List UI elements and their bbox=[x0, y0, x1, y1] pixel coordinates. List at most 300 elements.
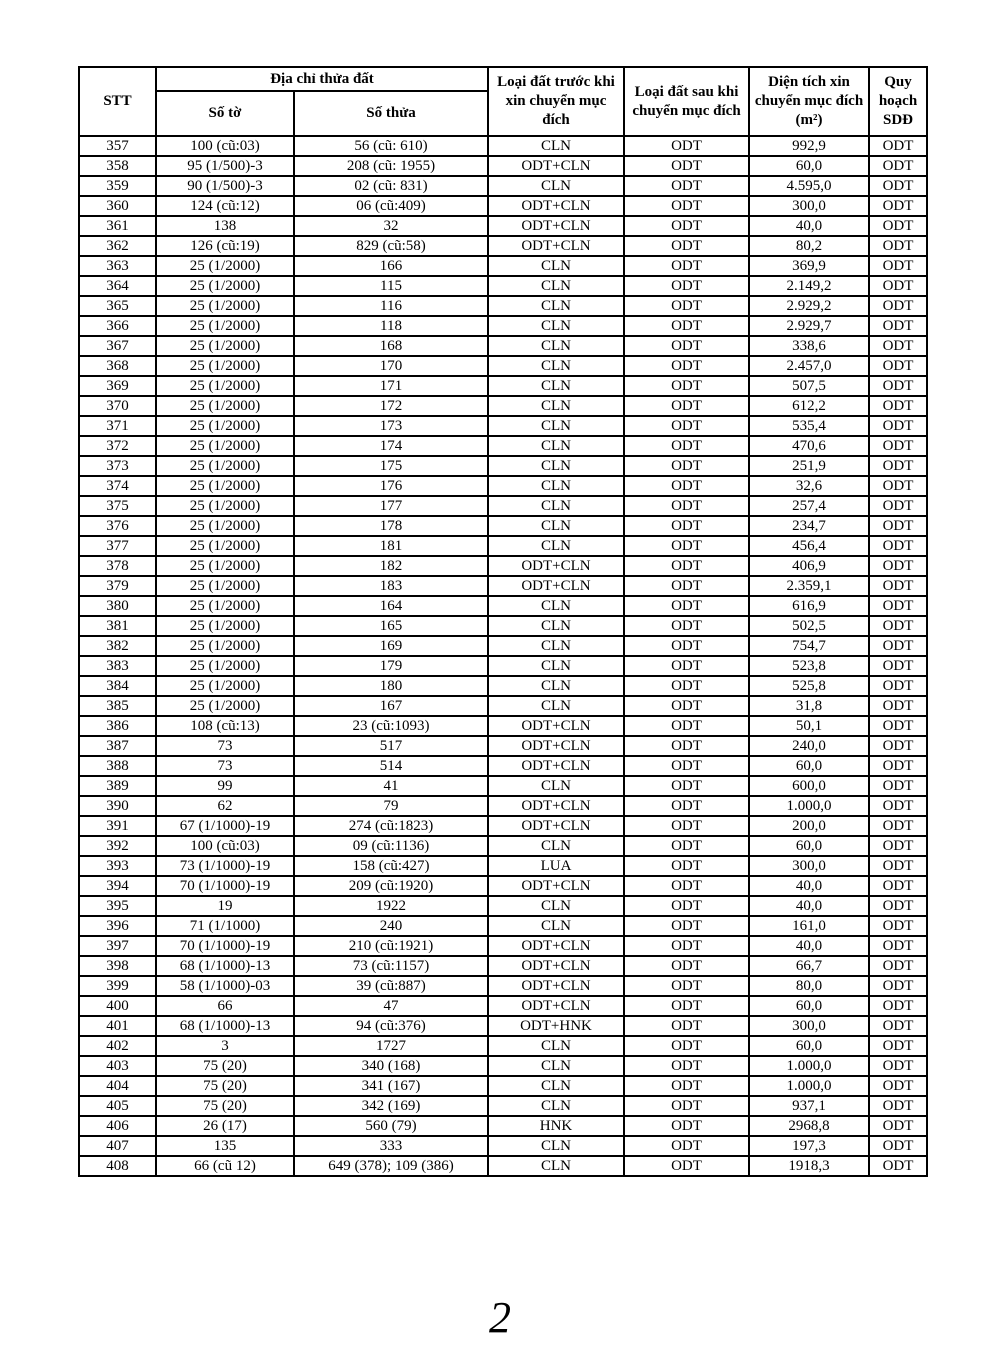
header-area: Diện tích xin chuyển mục đích (m²) bbox=[749, 67, 869, 136]
land-after-cell: ODT bbox=[624, 1096, 749, 1116]
land-before-cell: CLN bbox=[488, 596, 624, 616]
land-conversion-table bbox=[78, 66, 928, 1177]
stt-cell: 382 bbox=[79, 636, 156, 656]
so-to-cell: 25 (1/2000) bbox=[156, 596, 294, 616]
stt-cell: 372 bbox=[79, 436, 156, 456]
quy-hoach-cell: ODT bbox=[869, 156, 927, 176]
quy-hoach-cell: ODT bbox=[869, 336, 927, 356]
stt-cell: 404 bbox=[79, 1076, 156, 1096]
area-cell: 535,4 bbox=[749, 416, 869, 436]
quy-hoach-cell: ODT bbox=[869, 856, 927, 876]
land-before-cell: ODT+CLN bbox=[488, 936, 624, 956]
stt-cell: 408 bbox=[79, 1156, 156, 1176]
land-after-cell: ODT bbox=[624, 436, 749, 456]
stt-cell: 379 bbox=[79, 576, 156, 596]
area-cell: 31,8 bbox=[749, 696, 869, 716]
so-to-cell: 3 bbox=[156, 1036, 294, 1056]
so-to-cell: 25 (1/2000) bbox=[156, 476, 294, 496]
area-cell: 66,7 bbox=[749, 956, 869, 976]
so-to-cell: 71 (1/1000) bbox=[156, 916, 294, 936]
table-row bbox=[79, 136, 927, 156]
stt-cell: 407 bbox=[79, 1136, 156, 1156]
quy-hoach-cell: ODT bbox=[869, 496, 927, 516]
table-row bbox=[79, 1076, 927, 1096]
land-after-cell: ODT bbox=[624, 236, 749, 256]
so-to-cell: 25 (1/2000) bbox=[156, 336, 294, 356]
table-row bbox=[79, 956, 927, 976]
stt-cell: 361 bbox=[79, 216, 156, 236]
area-cell: 50,1 bbox=[749, 716, 869, 736]
table-row bbox=[79, 596, 927, 616]
so-thua-cell: 23 (cũ:1093) bbox=[294, 716, 488, 736]
land-before-cell: CLN bbox=[488, 316, 624, 336]
table-row bbox=[79, 216, 927, 236]
table-row bbox=[79, 736, 927, 756]
so-thua-cell: 829 (cũ:58) bbox=[294, 236, 488, 256]
so-to-cell: 25 (1/2000) bbox=[156, 256, 294, 276]
so-thua-cell: 333 bbox=[294, 1136, 488, 1156]
land-after-cell: ODT bbox=[624, 796, 749, 816]
so-to-cell: 58 (1/1000)-03 bbox=[156, 976, 294, 996]
so-to-cell: 66 bbox=[156, 996, 294, 1016]
land-after-cell: ODT bbox=[624, 1016, 749, 1036]
so-to-cell: 73 (1/1000)-19 bbox=[156, 856, 294, 876]
so-thua-cell: 182 bbox=[294, 556, 488, 576]
so-thua-cell: 1727 bbox=[294, 1036, 488, 1056]
table-row bbox=[79, 796, 927, 816]
table-row bbox=[79, 316, 927, 336]
area-cell: 754,7 bbox=[749, 636, 869, 656]
so-thua-cell: 180 bbox=[294, 676, 488, 696]
land-before-cell: CLN bbox=[488, 1076, 624, 1096]
area-cell: 40,0 bbox=[749, 936, 869, 956]
area-cell: 40,0 bbox=[749, 896, 869, 916]
so-to-cell: 25 (1/2000) bbox=[156, 356, 294, 376]
so-to-cell: 25 (1/2000) bbox=[156, 296, 294, 316]
table-row bbox=[79, 976, 927, 996]
so-to-cell: 25 (1/2000) bbox=[156, 516, 294, 536]
stt-cell: 357 bbox=[79, 136, 156, 156]
land-after-cell: ODT bbox=[624, 1156, 749, 1176]
area-cell: 2.929,2 bbox=[749, 296, 869, 316]
land-before-cell: CLN bbox=[488, 696, 624, 716]
land-after-cell: ODT bbox=[624, 256, 749, 276]
so-thua-cell: 118 bbox=[294, 316, 488, 336]
so-thua-cell: 170 bbox=[294, 356, 488, 376]
stt-cell: 375 bbox=[79, 496, 156, 516]
land-before-cell: CLN bbox=[488, 1036, 624, 1056]
so-to-cell: 25 (1/2000) bbox=[156, 316, 294, 336]
stt-cell: 371 bbox=[79, 416, 156, 436]
stt-cell: 367 bbox=[79, 336, 156, 356]
land-after-cell: ODT bbox=[624, 216, 749, 236]
land-before-cell: CLN bbox=[488, 916, 624, 936]
land-after-cell: ODT bbox=[624, 316, 749, 336]
area-cell: 1918,3 bbox=[749, 1156, 869, 1176]
table-row bbox=[79, 636, 927, 656]
land-after-cell: ODT bbox=[624, 156, 749, 176]
area-cell: 507,5 bbox=[749, 376, 869, 396]
so-thua-cell: 175 bbox=[294, 456, 488, 476]
area-cell: 369,9 bbox=[749, 256, 869, 276]
land-before-cell: ODT+CLN bbox=[488, 976, 624, 996]
land-after-cell: ODT bbox=[624, 576, 749, 596]
land-before-cell: ODT+CLN bbox=[488, 796, 624, 816]
area-cell: 32,6 bbox=[749, 476, 869, 496]
stt-cell: 388 bbox=[79, 756, 156, 776]
table-row bbox=[79, 236, 927, 256]
land-after-cell: ODT bbox=[624, 296, 749, 316]
quy-hoach-cell: ODT bbox=[869, 996, 927, 1016]
land-after-cell: ODT bbox=[624, 776, 749, 796]
area-cell: 600,0 bbox=[749, 776, 869, 796]
table-row bbox=[79, 896, 927, 916]
stt-cell: 402 bbox=[79, 1036, 156, 1056]
table-row bbox=[79, 556, 927, 576]
quy-hoach-cell: ODT bbox=[869, 756, 927, 776]
so-thua-cell: 167 bbox=[294, 696, 488, 716]
so-thua-cell: 208 (cũ: 1955) bbox=[294, 156, 488, 176]
table-row bbox=[79, 276, 927, 296]
land-before-cell: ODT+HNK bbox=[488, 1016, 624, 1036]
stt-cell: 363 bbox=[79, 256, 156, 276]
so-to-cell: 25 (1/2000) bbox=[156, 376, 294, 396]
so-thua-cell: 41 bbox=[294, 776, 488, 796]
quy-hoach-cell: ODT bbox=[869, 816, 927, 836]
land-before-cell: CLN bbox=[488, 376, 624, 396]
land-before-cell: CLN bbox=[488, 396, 624, 416]
area-cell: 616,9 bbox=[749, 596, 869, 616]
area-cell: 40,0 bbox=[749, 876, 869, 896]
so-thua-cell: 73 (cũ:1157) bbox=[294, 956, 488, 976]
so-thua-cell: 173 bbox=[294, 416, 488, 436]
table-row bbox=[79, 656, 927, 676]
quy-hoach-cell: ODT bbox=[869, 1136, 927, 1156]
table-row bbox=[79, 696, 927, 716]
area-cell: 161,0 bbox=[749, 916, 869, 936]
area-cell: 197,3 bbox=[749, 1136, 869, 1156]
land-after-cell: ODT bbox=[624, 556, 749, 576]
land-after-cell: ODT bbox=[624, 936, 749, 956]
stt-cell: 393 bbox=[79, 856, 156, 876]
land-before-cell: HNK bbox=[488, 1116, 624, 1136]
area-cell: 60,0 bbox=[749, 1036, 869, 1056]
quy-hoach-cell: ODT bbox=[869, 576, 927, 596]
quy-hoach-cell: ODT bbox=[869, 796, 927, 816]
table-row bbox=[79, 356, 927, 376]
land-after-cell: ODT bbox=[624, 1036, 749, 1056]
land-after-cell: ODT bbox=[624, 1136, 749, 1156]
area-cell: 338,6 bbox=[749, 336, 869, 356]
so-to-cell: 90 (1/500)-3 bbox=[156, 176, 294, 196]
land-before-cell: CLN bbox=[488, 1156, 624, 1176]
so-to-cell: 25 (1/2000) bbox=[156, 416, 294, 436]
so-thua-cell: 47 bbox=[294, 996, 488, 1016]
quy-hoach-cell: ODT bbox=[869, 476, 927, 496]
quy-hoach-cell: ODT bbox=[869, 416, 927, 436]
land-before-cell: CLN bbox=[488, 176, 624, 196]
quy-hoach-cell: ODT bbox=[869, 536, 927, 556]
so-to-cell: 73 bbox=[156, 736, 294, 756]
stt-cell: 370 bbox=[79, 396, 156, 416]
table-row bbox=[79, 496, 927, 516]
so-to-cell: 25 (1/2000) bbox=[156, 556, 294, 576]
area-cell: 257,4 bbox=[749, 496, 869, 516]
stt-cell: 391 bbox=[79, 816, 156, 836]
land-after-cell: ODT bbox=[624, 476, 749, 496]
page-number: 2 bbox=[489, 1293, 511, 1342]
quy-hoach-cell: ODT bbox=[869, 256, 927, 276]
so-to-cell: 25 (1/2000) bbox=[156, 656, 294, 676]
area-cell: 1.000,0 bbox=[749, 1076, 869, 1096]
quy-hoach-cell: ODT bbox=[869, 216, 927, 236]
stt-cell: 405 bbox=[79, 1096, 156, 1116]
quy-hoach-cell: ODT bbox=[869, 836, 927, 856]
land-after-cell: ODT bbox=[624, 716, 749, 736]
land-before-cell: CLN bbox=[488, 436, 624, 456]
quy-hoach-cell: ODT bbox=[869, 1096, 927, 1116]
table-row bbox=[79, 396, 927, 416]
so-to-cell: 138 bbox=[156, 216, 294, 236]
land-before-cell: CLN bbox=[488, 676, 624, 696]
so-to-cell: 100 (cũ:03) bbox=[156, 136, 294, 156]
table-row bbox=[79, 456, 927, 476]
quy-hoach-cell: ODT bbox=[869, 976, 927, 996]
land-after-cell: ODT bbox=[624, 656, 749, 676]
land-before-cell: CLN bbox=[488, 1136, 624, 1156]
header-dia-chi: Địa chỉ thửa đất bbox=[156, 67, 488, 91]
area-cell: 60,0 bbox=[749, 996, 869, 1016]
quy-hoach-cell: ODT bbox=[869, 896, 927, 916]
land-after-cell: ODT bbox=[624, 1076, 749, 1096]
so-to-cell: 25 (1/2000) bbox=[156, 456, 294, 476]
land-before-cell: CLN bbox=[488, 836, 624, 856]
so-thua-cell: 32 bbox=[294, 216, 488, 236]
land-after-cell: ODT bbox=[624, 876, 749, 896]
table-row bbox=[79, 436, 927, 456]
so-thua-cell: 209 (cũ:1920) bbox=[294, 876, 488, 896]
land-after-cell: ODT bbox=[624, 736, 749, 756]
land-after-cell: ODT bbox=[624, 176, 749, 196]
land-after-cell: ODT bbox=[624, 1056, 749, 1076]
table-row bbox=[79, 516, 927, 536]
land-before-cell: CLN bbox=[488, 516, 624, 536]
so-to-cell: 70 (1/1000)-19 bbox=[156, 936, 294, 956]
land-before-cell: ODT+CLN bbox=[488, 236, 624, 256]
stt-cell: 366 bbox=[79, 316, 156, 336]
area-cell: 612,2 bbox=[749, 396, 869, 416]
so-thua-cell: 274 (cũ:1823) bbox=[294, 816, 488, 836]
table-row bbox=[79, 176, 927, 196]
area-cell: 300,0 bbox=[749, 856, 869, 876]
quy-hoach-cell: ODT bbox=[869, 1056, 927, 1076]
so-to-cell: 66 (cũ 12) bbox=[156, 1156, 294, 1176]
area-cell: 300,0 bbox=[749, 1016, 869, 1036]
quy-hoach-cell: ODT bbox=[869, 196, 927, 216]
quy-hoach-cell: ODT bbox=[869, 1076, 927, 1096]
so-thua-cell: 649 (378); 109 (386) bbox=[294, 1156, 488, 1176]
quy-hoach-cell: ODT bbox=[869, 736, 927, 756]
area-cell: 240,0 bbox=[749, 736, 869, 756]
so-to-cell: 108 (cũ:13) bbox=[156, 716, 294, 736]
land-after-cell: ODT bbox=[624, 276, 749, 296]
header-quy-hoach: Quy hoạch SDĐ bbox=[869, 67, 927, 136]
so-thua-cell: 171 bbox=[294, 376, 488, 396]
so-thua-cell: 165 bbox=[294, 616, 488, 636]
stt-cell: 390 bbox=[79, 796, 156, 816]
land-before-cell: ODT+CLN bbox=[488, 756, 624, 776]
so-thua-cell: 02 (cũ: 831) bbox=[294, 176, 488, 196]
so-thua-cell: 210 (cũ:1921) bbox=[294, 936, 488, 956]
area-cell: 1.000,0 bbox=[749, 796, 869, 816]
area-cell: 300,0 bbox=[749, 196, 869, 216]
stt-cell: 368 bbox=[79, 356, 156, 376]
table-row bbox=[79, 856, 927, 876]
header-so-to: Số tờ bbox=[156, 91, 294, 136]
area-cell: 456,4 bbox=[749, 536, 869, 556]
stt-cell: 365 bbox=[79, 296, 156, 316]
quy-hoach-cell: ODT bbox=[869, 516, 927, 536]
area-cell: 523,8 bbox=[749, 656, 869, 676]
header-so-thua: Số thửa bbox=[294, 91, 488, 136]
so-thua-cell: 172 bbox=[294, 396, 488, 416]
quy-hoach-cell: ODT bbox=[869, 616, 927, 636]
so-thua-cell: 560 (79) bbox=[294, 1116, 488, 1136]
land-before-cell: CLN bbox=[488, 536, 624, 556]
land-before-cell: ODT+CLN bbox=[488, 716, 624, 736]
stt-cell: 398 bbox=[79, 956, 156, 976]
land-after-cell: ODT bbox=[624, 196, 749, 216]
land-before-cell: ODT+CLN bbox=[488, 876, 624, 896]
table-row bbox=[79, 536, 927, 556]
so-to-cell: 25 (1/2000) bbox=[156, 396, 294, 416]
stt-cell: 387 bbox=[79, 736, 156, 756]
so-to-cell: 75 (20) bbox=[156, 1096, 294, 1116]
area-cell: 80,0 bbox=[749, 976, 869, 996]
so-thua-cell: 517 bbox=[294, 736, 488, 756]
so-thua-cell: 168 bbox=[294, 336, 488, 356]
table-row bbox=[79, 1036, 927, 1056]
so-thua-cell: 240 bbox=[294, 916, 488, 936]
table-row bbox=[79, 836, 927, 856]
so-to-cell: 26 (17) bbox=[156, 1116, 294, 1136]
area-cell: 470,6 bbox=[749, 436, 869, 456]
so-thua-cell: 177 bbox=[294, 496, 488, 516]
so-thua-cell: 09 (cũ:1136) bbox=[294, 836, 488, 856]
stt-cell: 360 bbox=[79, 196, 156, 216]
land-after-cell: ODT bbox=[624, 496, 749, 516]
stt-cell: 384 bbox=[79, 676, 156, 696]
land-after-cell: ODT bbox=[624, 136, 749, 156]
table-row bbox=[79, 616, 927, 636]
so-to-cell: 95 (1/500)-3 bbox=[156, 156, 294, 176]
so-to-cell: 25 (1/2000) bbox=[156, 276, 294, 296]
land-after-cell: ODT bbox=[624, 676, 749, 696]
stt-cell: 373 bbox=[79, 456, 156, 476]
land-before-cell: ODT+CLN bbox=[488, 956, 624, 976]
quy-hoach-cell: ODT bbox=[869, 436, 927, 456]
land-before-cell: ODT+CLN bbox=[488, 996, 624, 1016]
land-after-cell: ODT bbox=[624, 516, 749, 536]
quy-hoach-cell: ODT bbox=[869, 1156, 927, 1176]
quy-hoach-cell: ODT bbox=[869, 636, 927, 656]
land-before-cell: ODT+CLN bbox=[488, 576, 624, 596]
so-thua-cell: 166 bbox=[294, 256, 488, 276]
quy-hoach-cell: ODT bbox=[869, 1016, 927, 1036]
stt-cell: 362 bbox=[79, 236, 156, 256]
quy-hoach-cell: ODT bbox=[869, 696, 927, 716]
land-after-cell: ODT bbox=[624, 976, 749, 996]
land-before-cell: CLN bbox=[488, 296, 624, 316]
land-after-cell: ODT bbox=[624, 856, 749, 876]
area-cell: 80,2 bbox=[749, 236, 869, 256]
so-thua-cell: 169 bbox=[294, 636, 488, 656]
land-after-cell: ODT bbox=[624, 336, 749, 356]
table-row bbox=[79, 676, 927, 696]
land-after-cell: ODT bbox=[624, 996, 749, 1016]
table-row bbox=[79, 1096, 927, 1116]
area-cell: 60,0 bbox=[749, 836, 869, 856]
stt-cell: 403 bbox=[79, 1056, 156, 1076]
area-cell: 234,7 bbox=[749, 516, 869, 536]
land-before-cell: CLN bbox=[488, 636, 624, 656]
quy-hoach-cell: ODT bbox=[869, 1036, 927, 1056]
quy-hoach-cell: ODT bbox=[869, 656, 927, 676]
table-row bbox=[79, 776, 927, 796]
so-thua-cell: 164 bbox=[294, 596, 488, 616]
stt-cell: 386 bbox=[79, 716, 156, 736]
land-after-cell: ODT bbox=[624, 916, 749, 936]
so-to-cell: 25 (1/2000) bbox=[156, 576, 294, 596]
so-thua-cell: 115 bbox=[294, 276, 488, 296]
table-row bbox=[79, 936, 927, 956]
area-cell: 2968,8 bbox=[749, 1116, 869, 1136]
stt-cell: 396 bbox=[79, 916, 156, 936]
land-after-cell: ODT bbox=[624, 456, 749, 476]
land-before-cell: CLN bbox=[488, 136, 624, 156]
area-cell: 502,5 bbox=[749, 616, 869, 636]
land-after-cell: ODT bbox=[624, 356, 749, 376]
so-to-cell: 126 (cũ:19) bbox=[156, 236, 294, 256]
so-to-cell: 19 bbox=[156, 896, 294, 916]
stt-cell: 395 bbox=[79, 896, 156, 916]
stt-cell: 399 bbox=[79, 976, 156, 996]
stt-cell: 359 bbox=[79, 176, 156, 196]
table-body bbox=[79, 136, 927, 1176]
so-to-cell: 75 (20) bbox=[156, 1076, 294, 1096]
so-thua-cell: 158 (cũ:427) bbox=[294, 856, 488, 876]
area-cell: 200,0 bbox=[749, 816, 869, 836]
land-after-cell: ODT bbox=[624, 816, 749, 836]
table-row bbox=[79, 296, 927, 316]
area-cell: 251,9 bbox=[749, 456, 869, 476]
land-before-cell: CLN bbox=[488, 416, 624, 436]
stt-cell: 369 bbox=[79, 376, 156, 396]
table-header bbox=[79, 67, 927, 136]
so-to-cell: 25 (1/2000) bbox=[156, 676, 294, 696]
so-to-cell: 62 bbox=[156, 796, 294, 816]
stt-cell: 400 bbox=[79, 996, 156, 1016]
area-cell: 60,0 bbox=[749, 156, 869, 176]
land-after-cell: ODT bbox=[624, 896, 749, 916]
land-before-cell: CLN bbox=[488, 276, 624, 296]
stt-cell: 406 bbox=[79, 1116, 156, 1136]
stt-cell: 377 bbox=[79, 536, 156, 556]
table-row bbox=[79, 1156, 927, 1176]
quy-hoach-cell: ODT bbox=[869, 936, 927, 956]
land-after-cell: ODT bbox=[624, 536, 749, 556]
so-to-cell: 25 (1/2000) bbox=[156, 636, 294, 656]
